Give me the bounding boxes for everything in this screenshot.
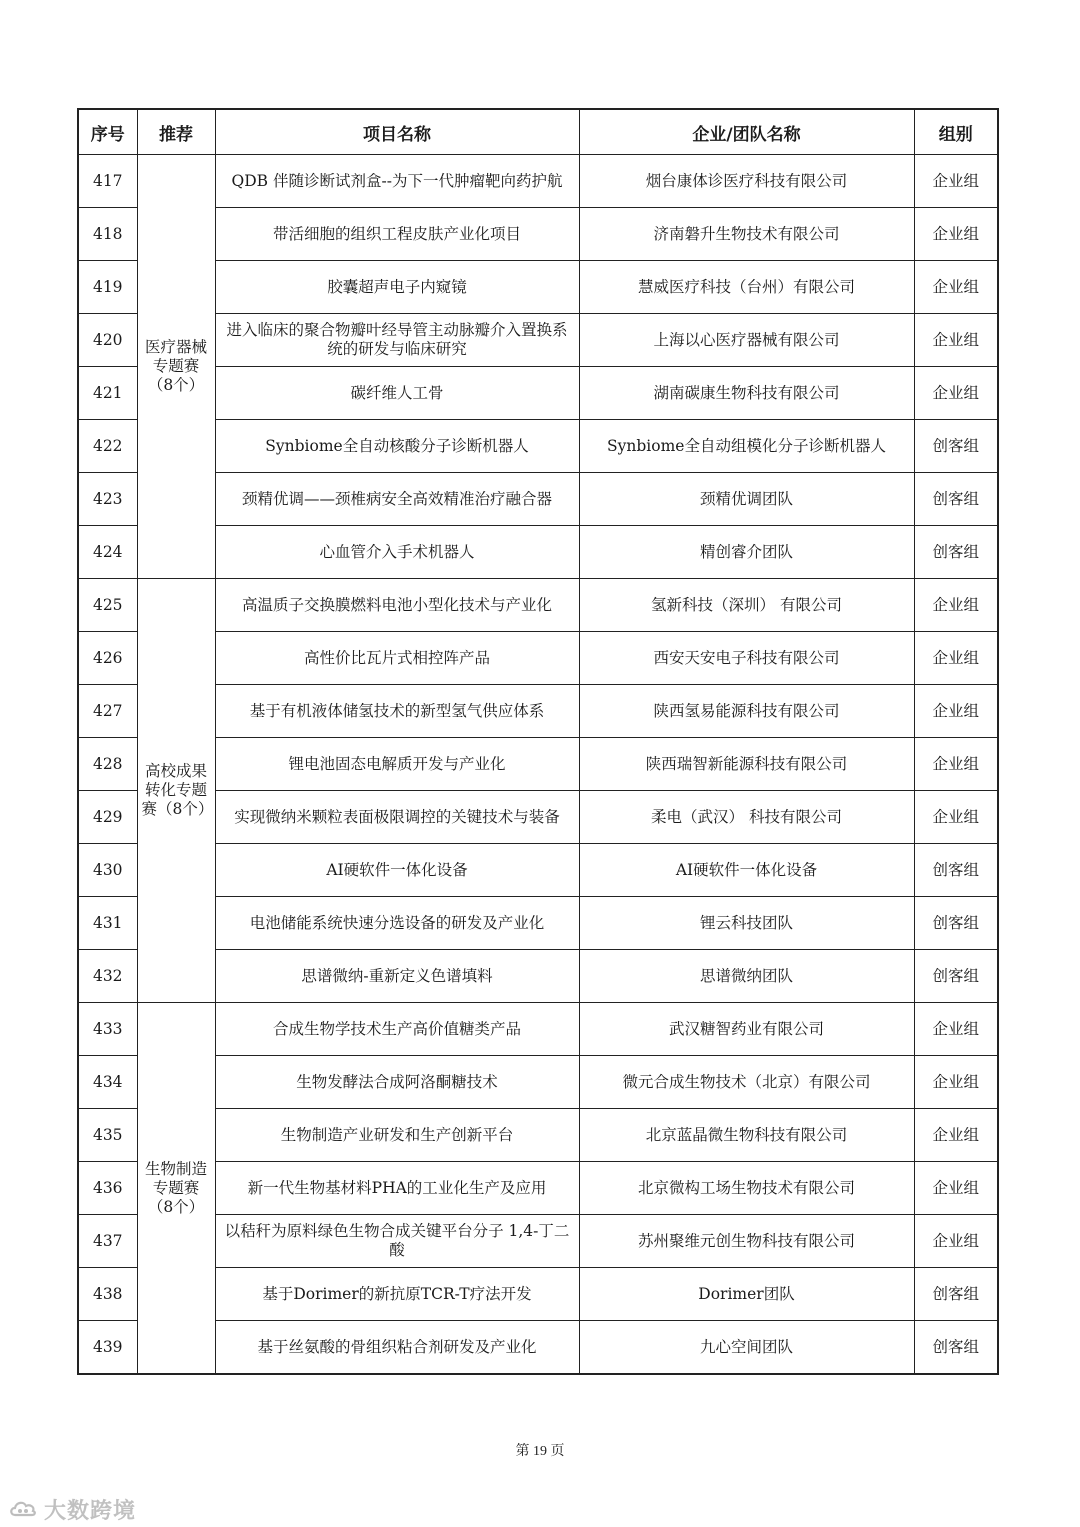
- row-project: 胶囊超声电子内窥镜: [215, 261, 579, 314]
- row-seq: 433: [78, 1003, 137, 1056]
- header-project: 项目名称: [215, 109, 579, 155]
- row-group: 创客组: [914, 897, 998, 950]
- row-project: 电池储能系统快速分选设备的研发及产业化: [215, 897, 579, 950]
- row-org: 上海以心医疗器械有限公司: [579, 314, 914, 367]
- row-seq: 437: [78, 1215, 137, 1268]
- row-org: 慧威医疗科技（台州）有限公司: [579, 261, 914, 314]
- row-group: 创客组: [914, 950, 998, 1003]
- row-seq: 422: [78, 420, 137, 473]
- row-project: Synbiome全自动核酸分子诊断机器人: [215, 420, 579, 473]
- row-org: 柔电（武汉） 科技有限公司: [579, 791, 914, 844]
- table-row: [78, 1003, 998, 1056]
- row-project: 基于Dorimer的新抗原TCR-T疗法开发: [215, 1268, 579, 1321]
- table-row: [78, 526, 998, 579]
- row-seq: 426: [78, 632, 137, 685]
- row-seq: 425: [78, 579, 137, 632]
- row-project: 基于有机液体储氢技术的新型氢气供应体系: [215, 685, 579, 738]
- table-row: [78, 632, 998, 685]
- table-row: [78, 1109, 998, 1162]
- row-group: 企业组: [914, 155, 998, 208]
- row-group: 创客组: [914, 844, 998, 897]
- row-org: 锂云科技团队: [579, 897, 914, 950]
- row-seq: 439: [78, 1321, 137, 1375]
- row-group: 企业组: [914, 1162, 998, 1215]
- row-org: 颈精优调团队: [579, 473, 914, 526]
- watermark: [8, 1494, 136, 1525]
- row-seq: 419: [78, 261, 137, 314]
- table-row: [78, 897, 998, 950]
- table-row: [78, 1215, 998, 1268]
- row-group: 企业组: [914, 738, 998, 791]
- row-project: 实现微纳米颗粒表面极限调控的关键技术与装备: [215, 791, 579, 844]
- row-project: 基于丝氨酸的骨组织粘合剂研发及产业化: [215, 1321, 579, 1375]
- category-label: 生物制造专题赛（8个）: [137, 1003, 215, 1375]
- table-row: [78, 314, 998, 367]
- row-group: 创客组: [914, 473, 998, 526]
- row-group: 创客组: [914, 1268, 998, 1321]
- table-row: [78, 579, 998, 632]
- row-project: 生物制造产业研发和生产创新平台: [215, 1109, 579, 1162]
- row-seq: 435: [78, 1109, 137, 1162]
- row-group: 企业组: [914, 685, 998, 738]
- row-seq: 430: [78, 844, 137, 897]
- table-row: [78, 155, 998, 208]
- row-project: 高性价比瓦片式相控阵产品: [215, 632, 579, 685]
- row-org: 苏州聚维元创生物科技有限公司: [579, 1215, 914, 1268]
- row-seq: 420: [78, 314, 137, 367]
- row-project: 颈精优调——颈椎病安全高效精准治疗融合器: [215, 473, 579, 526]
- page-number: 第 19 页: [515, 1444, 565, 1459]
- row-project: AI硬软件一体化设备: [215, 844, 579, 897]
- results-table: [77, 108, 999, 1375]
- header-row: [78, 109, 998, 155]
- table-body: [78, 155, 998, 1375]
- row-project: 碳纤维人工骨: [215, 367, 579, 420]
- table-row: [78, 791, 998, 844]
- row-seq: 427: [78, 685, 137, 738]
- row-org: Dorimer团队: [579, 1268, 914, 1321]
- row-org: 湖南碳康生物科技有限公司: [579, 367, 914, 420]
- row-seq: 421: [78, 367, 137, 420]
- table-row: [78, 1056, 998, 1109]
- row-project: 高温质子交换膜燃料电池小型化技术与产业化: [215, 579, 579, 632]
- table-row: [78, 844, 998, 897]
- row-group: 企业组: [914, 791, 998, 844]
- row-org: 北京蓝晶微生物科技有限公司: [579, 1109, 914, 1162]
- row-seq: 434: [78, 1056, 137, 1109]
- row-project: 锂电池固态电解质开发与产业化: [215, 738, 579, 791]
- cloud-logo-icon: [8, 1497, 38, 1523]
- table-row: [78, 1321, 998, 1375]
- header-org: 企业/团队名称: [579, 109, 914, 155]
- row-group: 企业组: [914, 1056, 998, 1109]
- row-project: 合成生物学技术生产高价值糖类产品: [215, 1003, 579, 1056]
- row-group: 企业组: [914, 579, 998, 632]
- table-row: [78, 367, 998, 420]
- row-seq: 432: [78, 950, 137, 1003]
- category-label: 医疗器械专题赛（8个）: [137, 155, 215, 579]
- row-group: 企业组: [914, 632, 998, 685]
- row-seq: 429: [78, 791, 137, 844]
- header-seq: 序号: [78, 109, 137, 155]
- row-org: 九心空间团队: [579, 1321, 914, 1375]
- row-org: 西安天安电子科技有限公司: [579, 632, 914, 685]
- row-project: 带活细胞的组织工程皮肤产业化项目: [215, 208, 579, 261]
- header-category: 推荐: [137, 109, 215, 155]
- table-row: [78, 685, 998, 738]
- row-org: 陕西氢易能源科技有限公司: [579, 685, 914, 738]
- row-project: 新一代生物基材料PHA的工业化生产及应用: [215, 1162, 579, 1215]
- table-row: [78, 1162, 998, 1215]
- row-org: 烟台康体诊医疗科技有限公司: [579, 155, 914, 208]
- row-org: 北京微构工场生物技术有限公司: [579, 1162, 914, 1215]
- row-group: 创客组: [914, 420, 998, 473]
- table-row: [78, 208, 998, 261]
- row-group: 企业组: [914, 314, 998, 367]
- table-row: [78, 738, 998, 791]
- row-project: 思谱微纳-重新定义色谱填料: [215, 950, 579, 1003]
- table-row: [78, 473, 998, 526]
- row-org: 微元合成生物技术（北京）有限公司: [579, 1056, 914, 1109]
- row-org: 济南磐升生物技术有限公司: [579, 208, 914, 261]
- row-org: 精创睿介团队: [579, 526, 914, 579]
- row-seq: 423: [78, 473, 137, 526]
- row-group: 企业组: [914, 261, 998, 314]
- row-org: 武汉糖智药业有限公司: [579, 1003, 914, 1056]
- row-project: 进入临床的聚合物瓣叶经导管主动脉瓣介入置换系统的研发与临床研究: [215, 314, 579, 367]
- row-group: 创客组: [914, 1321, 998, 1375]
- table-row: [78, 950, 998, 1003]
- row-seq: 438: [78, 1268, 137, 1321]
- row-seq: 424: [78, 526, 137, 579]
- row-seq: 436: [78, 1162, 137, 1215]
- category-label: 高校成果转化专题赛（8个）: [137, 579, 215, 1003]
- row-org: 陕西瑞智新能源科技有限公司: [579, 738, 914, 791]
- header-group: 组别: [914, 109, 998, 155]
- table-row: [78, 261, 998, 314]
- row-seq: 417: [78, 155, 137, 208]
- table-row: [78, 1268, 998, 1321]
- row-group: 创客组: [914, 526, 998, 579]
- watermark-text: 大数跨境: [44, 1499, 137, 1524]
- row-seq: 428: [78, 738, 137, 791]
- row-project: 心血管介入手术机器人: [215, 526, 579, 579]
- row-group: 企业组: [914, 1215, 998, 1268]
- row-org: Synbiome全自动组模化分子诊断机器人: [579, 420, 914, 473]
- row-org: AI硬软件一体化设备: [579, 844, 914, 897]
- row-seq: 431: [78, 897, 137, 950]
- row-project: 生物发酵法合成阿洛酮糖技术: [215, 1056, 579, 1109]
- row-project: 以秸秆为原料绿色生物合成关键平台分子 1,4-丁二酸: [215, 1215, 579, 1268]
- row-org: 思谱微纳团队: [579, 950, 914, 1003]
- row-seq: 418: [78, 208, 137, 261]
- row-org: 氢新科技（深圳） 有限公司: [579, 579, 914, 632]
- table-row: [78, 420, 998, 473]
- row-group: 企业组: [914, 208, 998, 261]
- row-group: 企业组: [914, 367, 998, 420]
- row-group: 企业组: [914, 1003, 998, 1056]
- row-group: 企业组: [914, 1109, 998, 1162]
- row-project: QDB 伴随诊断试剂盒--为下一代肿瘤靶向药护航: [215, 155, 579, 208]
